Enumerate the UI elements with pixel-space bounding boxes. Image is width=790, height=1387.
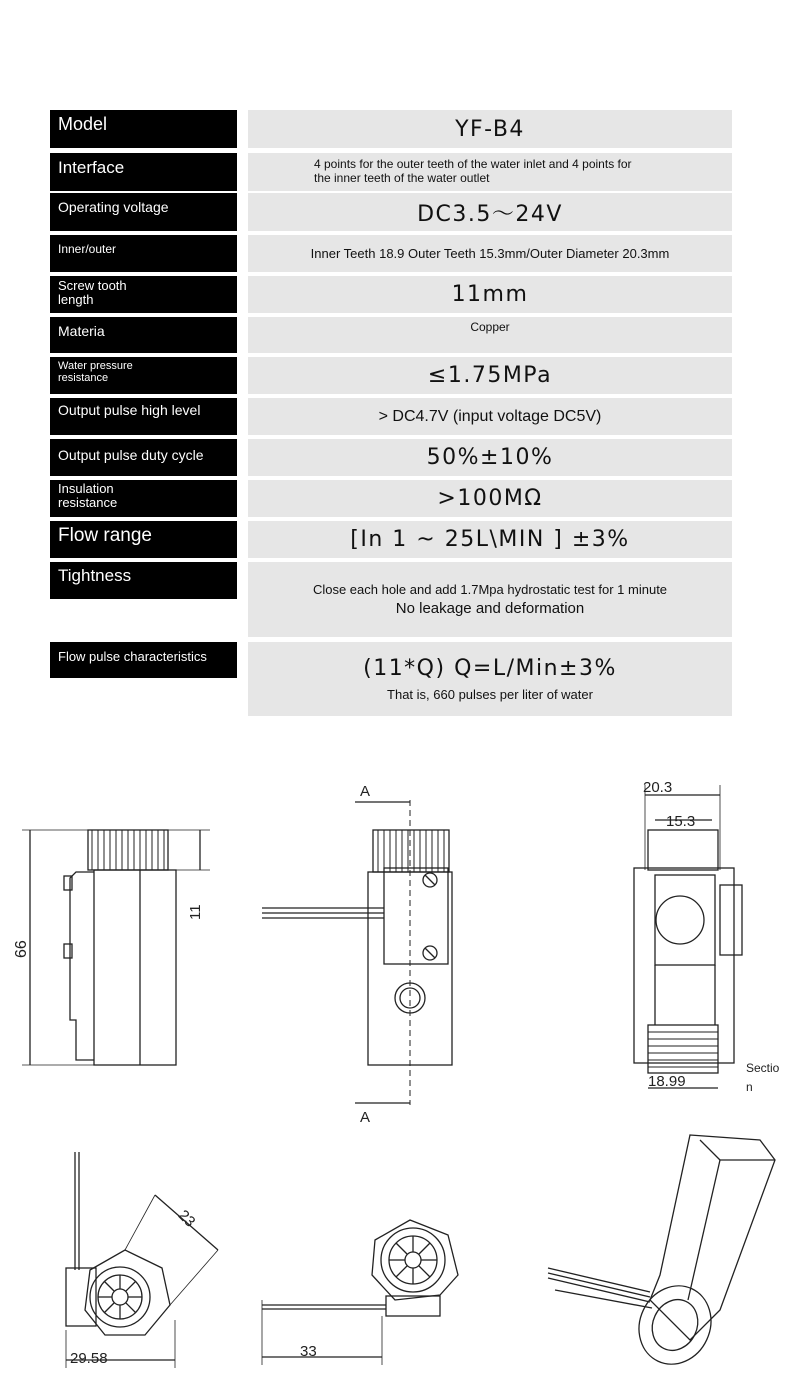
value-model: YF-B4 [248,110,732,148]
value-duty-cycle: 50%±10% [248,439,732,476]
spec-row-inner-outer [50,235,734,272]
value-flow-range: [In 1 ~ 25L\MIN ] ±3% [248,521,732,558]
technical-drawings [0,760,790,1387]
dim-hex-23: 23 [174,1206,199,1231]
spec-row-pulse-high [50,398,734,435]
value-insulation: >100MΩ [248,480,732,517]
insulation-label-line-2: resistance [58,494,118,510]
section-view-drawing [634,779,780,1094]
front-view-drawing [13,830,210,1065]
pressure-label-line-2: resistance [58,371,109,384]
tightness-line-1: Close each hole and add 1.7Mpa hydrostatic test for 1 minute [312,582,668,597]
value-screw-length: 11mm [248,276,732,313]
screw-label-line-1: Screw tooth [58,278,127,293]
label-pressure [50,357,237,394]
dim-height-66: 66 [13,940,30,958]
value-material: Copper [248,317,732,353]
dim-width-29-58: 29.58 [70,1350,108,1367]
label-tightness: Tightness [50,562,237,599]
section-a-bottom: A [360,1109,371,1126]
insulation-label-line-1: Insulation [58,481,114,496]
spec-row-pressure [50,357,734,394]
spec-row-model [50,110,734,148]
dim-outer-teeth: 15.3 [666,813,696,830]
label-model: Model [50,110,237,148]
bottom-view-drawing [66,1152,218,1368]
dim-cable-33: 33 [300,1343,317,1360]
value-inner-outer: Inner Teeth 18.9 Outer Teeth 15.3mm/Outer Diameter 20.3mm [248,235,732,272]
label-screw-length [50,276,237,313]
spec-row-interface [50,153,734,191]
spec-row-insulation [50,480,734,517]
label-interface: Interface [50,153,237,191]
flow-pulse-line-2: That is, 660 pulses per liter of water [387,687,593,702]
spec-row-flow-range [50,521,734,558]
spec-row-flow-pulse [50,642,734,716]
side-view-drawing [262,783,452,1126]
label-flow-pulse: Flow pulse characteristics [50,642,237,678]
interface-line-2: the inner teeth of the water outlet [314,171,490,185]
flow-pulse-line-1: (11*Q) Q=L/Min±3% [363,656,617,681]
screw-label-line-2: length [58,291,94,307]
value-pressure: ≤1.75MPa [248,357,732,394]
spec-row-duty-cycle [50,439,734,476]
dim-inner-teeth: 18.99 [648,1073,686,1090]
spec-row-voltage [50,193,734,231]
label-inner-outer: Inner/outer [50,235,237,272]
dim-thread-11: 11 [187,904,204,920]
section-a-top: A [360,783,371,800]
value-pulse-high: > DC4.7V (input voltage DC5V) [248,398,732,435]
section-label-line-2: n [746,1080,753,1094]
value-interface [248,153,732,191]
label-voltage: Operating voltage [50,193,237,231]
value-voltage: DC3.5～24V [248,193,732,231]
label-material: Materia [50,317,237,353]
perspective-view-drawing [548,1135,775,1376]
label-insulation [50,480,237,517]
label-duty-cycle: Output pulse duty cycle [50,439,237,476]
dim-outer-diameter: 20.3 [643,779,673,796]
spec-row-screw-length [50,276,734,313]
label-pulse-high: Output pulse high level [50,398,237,435]
pressure-label-line-1: Water pressure [58,360,133,372]
interface-line-1: 4 points for the outer teeth of the water inlet and 4 points for [314,157,632,172]
section-label-line-1: Sectio [746,1061,780,1075]
value-tightness [248,562,732,637]
top-view-drawing [262,1220,458,1365]
value-flow-pulse [248,642,732,716]
spec-row-material [50,317,734,353]
label-flow-range: Flow range [50,521,237,558]
spec-row-tightness [50,562,734,637]
tightness-line-2: No leakage and deformation [395,600,585,617]
